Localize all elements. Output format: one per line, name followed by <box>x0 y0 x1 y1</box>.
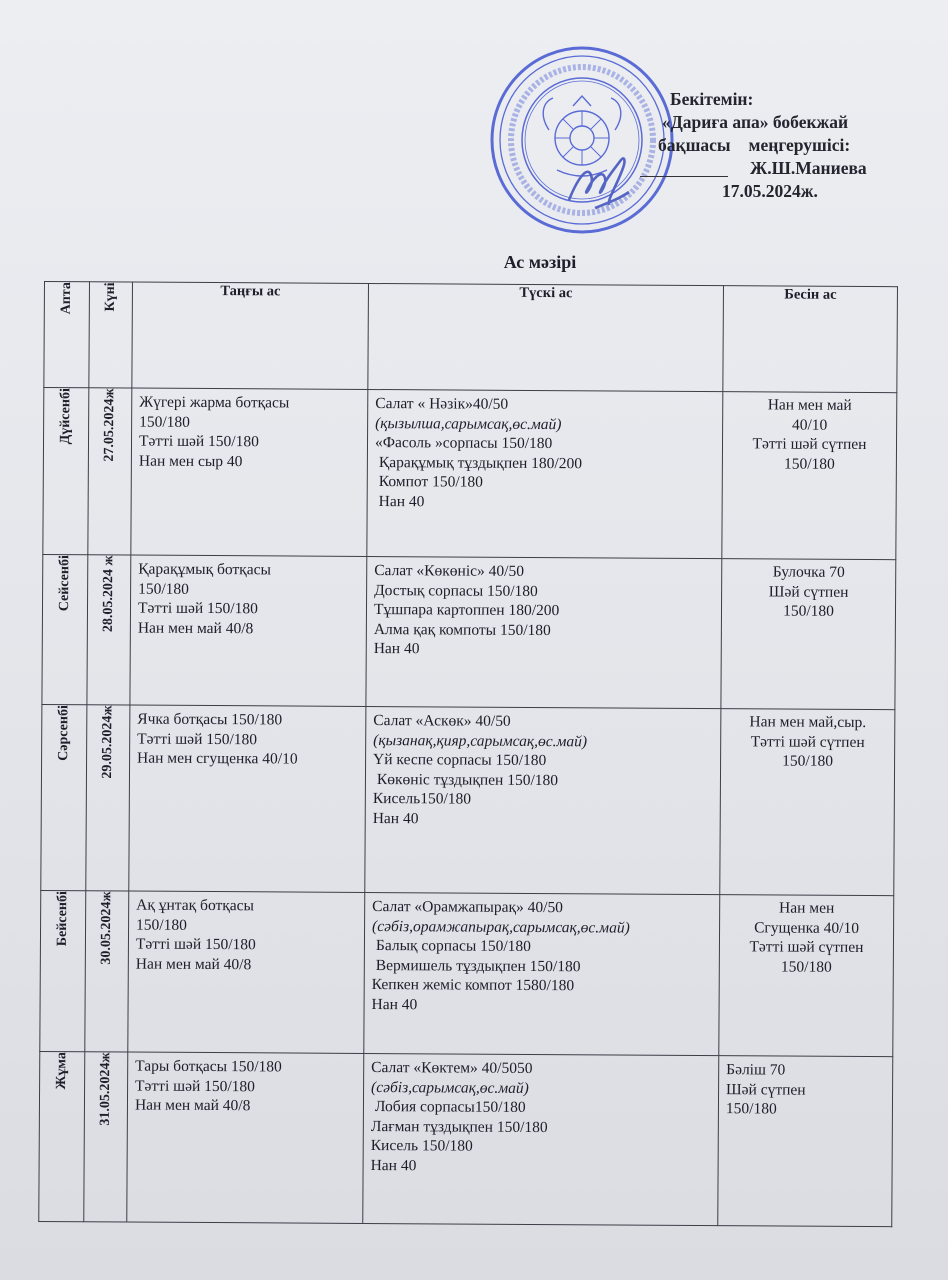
menu-item-line: Тәтті шәй 150/180 <box>135 1077 256 1095</box>
head-name: Ж.Ш.Маниева <box>750 158 867 178</box>
menu-item-line: Үй кеспе сорпасы 150/180 <box>373 751 547 770</box>
approval-date: 17.05.2024ж. <box>722 181 818 201</box>
date-cell: 29.05.2024ж <box>86 705 130 891</box>
menu-item-line: Тәтті шәй сүтпен <box>749 938 864 957</box>
table-row <box>41 704 895 895</box>
menu-item-line: 150/180 <box>725 1100 777 1118</box>
menu-item-line: 150/180 <box>138 580 189 598</box>
weekday-cell: Сәрсенбі <box>41 704 87 890</box>
menu-item-line: Тұшпара картоппен 180/200 <box>373 601 560 620</box>
menu-item-line: Нан мен <box>779 899 835 917</box>
date-cell: 27.05.2024ж <box>88 388 132 555</box>
menu-item-line: Ақ ұнтақ ботқасы <box>136 896 255 915</box>
menu-item-line: 150/180 <box>780 958 832 976</box>
menu-item-line: Нан 40 <box>371 995 418 1013</box>
approval-heading: Бекітемін: <box>670 89 754 109</box>
menu-item-line: Шәй сүтпен <box>726 1080 806 1099</box>
menu-item-line: Сгущенка 40/10 <box>754 918 860 937</box>
breakfast-cell <box>127 1052 364 1223</box>
menu-item-line: (сәбіз,сарымсақ,өс.май) <box>371 1078 529 1097</box>
menu-table <box>38 281 898 1227</box>
weekday-cell: Жұма <box>39 1051 85 1221</box>
breakfast-cell <box>128 891 365 1053</box>
menu-item-line: Қарақұмық ботқасы <box>138 560 271 579</box>
menu-item-line: Нан мен май 40/8 <box>135 955 252 973</box>
header-snack: Бесін ас <box>723 286 898 393</box>
menu-item-line: 150/180 <box>783 455 835 473</box>
header-day: Күні <box>89 282 133 388</box>
snack-cell <box>720 709 895 896</box>
menu-item-line: Салат « Нәзік»40/50 <box>375 395 509 413</box>
snack-cell <box>722 392 897 560</box>
table-row <box>43 388 897 560</box>
weekday-cell: Бейсенбі <box>40 890 86 1051</box>
breakfast-cell <box>129 705 366 892</box>
menu-item-line: Тәтті шәй сүтпен <box>752 435 867 454</box>
kindergarten-name: «Дариға апа» бобекжай <box>662 112 849 132</box>
menu-item-line: Қарақұмық тұздықпен 180/200 <box>378 453 583 472</box>
menu-item-line: Жүгері жарма ботқасы <box>139 393 290 412</box>
header-week: Апта <box>44 282 90 388</box>
menu-item-line: Тәтті шәй 150/180 <box>138 432 259 451</box>
menu-item-line: Көкөніс тұздықпен 150/180 <box>376 770 559 789</box>
signature-underline <box>640 176 728 177</box>
menu-item-line: Шәй сүтпен <box>768 582 849 601</box>
menu-item-line: 150/180 <box>782 752 834 770</box>
date-cell: 31.05.2024ж <box>84 1052 128 1222</box>
snack-cell <box>718 1056 893 1227</box>
menu-item-line: Нан 40 <box>373 640 420 658</box>
menu-item-line: Нан мен май 40/8 <box>134 1096 251 1115</box>
snack-cell <box>719 895 894 1057</box>
weekday-cell: Дүйсенбі <box>43 388 89 555</box>
menu-item-line: Кисель 150/180 <box>370 1137 473 1155</box>
table-row <box>42 554 896 709</box>
head-position: бақшасы меңгерушісі: <box>658 135 851 155</box>
snack-cell <box>721 559 896 710</box>
menu-item-line: (қызанақ,қияр,сарымсақ,өс.май) <box>373 731 588 750</box>
table-row <box>39 1051 893 1226</box>
menu-item-line: 150/180 <box>139 413 191 431</box>
menu-item-line: Салат «Көктем» 40/5050 <box>371 1059 533 1077</box>
lunch-cell <box>367 389 723 558</box>
menu-item-line: Тары ботқасы 150/180 <box>135 1057 282 1076</box>
menu-item-line: Бәліш 70 <box>726 1061 786 1079</box>
menu-item-line: Нан мен май <box>767 396 852 414</box>
menu-item-line: Нан 40 <box>372 809 419 827</box>
menu-item-line: Тәтті шәй 150/180 <box>135 935 256 954</box>
lunch-cell <box>363 1053 719 1225</box>
menu-item-line: Салат «Аскөк» 40/50 <box>373 712 511 730</box>
menu-item-line: 40/10 <box>791 416 828 434</box>
menu-item-line: Нан мен сыр 40 <box>138 452 243 470</box>
menu-item-line: Лобия сорпасы150/180 <box>374 1098 526 1116</box>
menu-item-line: Тәтті шәй 150/180 <box>137 730 258 748</box>
menu-item-line: 150/180 <box>783 602 834 620</box>
breakfast-cell <box>130 555 367 706</box>
menu-item-line: Салат «Орамжапырақ» 40/50 <box>372 898 564 917</box>
menu-item-line: Кисель150/180 <box>372 790 472 808</box>
menu-item-line: Нан 40 <box>370 1156 417 1174</box>
menu-item-line: Алма қақ компоты 150/180 <box>373 620 551 639</box>
weekday-cell: Сейсенбі <box>42 554 88 704</box>
page-title: Ас мәзірі <box>503 252 577 272</box>
date-cell: 30.05.2024ж <box>85 891 129 1052</box>
lunch-cell <box>365 706 721 894</box>
menu-item-line: Достық сорпасы 150/180 <box>374 581 538 600</box>
menu-item-line: Нан мен сгущенка 40/10 <box>137 749 298 768</box>
menu-item-line: Компот 150/180 <box>378 473 483 491</box>
head-signature-line <box>640 157 920 180</box>
lunch-cell <box>364 892 720 1055</box>
menu-item-line: Кепкен жеміс компот 1580/180 <box>371 976 575 995</box>
menu-item-line: Нан 40 <box>378 492 425 510</box>
menu-item-line: Нан мен май,сыр. <box>749 713 867 732</box>
header-breakfast: Таңғы ас <box>132 282 369 389</box>
menu-item-line: Вермишель тұздықпен 150/180 <box>375 956 581 975</box>
menu-item-line: Тәтті шәй 150/180 <box>137 599 258 618</box>
menu-item-line: Тәтті шәй сүтпен <box>750 732 865 751</box>
menu-item-line: Булочка 70 <box>772 563 845 581</box>
approval-block <box>640 88 920 203</box>
menu-item-line: (сәбіз,орамжапырақ,сарымсақ,өс.май) <box>372 917 630 937</box>
menu-item-line: Салат «Көкөніс» 40/50 <box>374 562 525 580</box>
menu-item-line: 150/180 <box>136 916 187 934</box>
table-row <box>40 890 894 1056</box>
header-row <box>44 282 898 393</box>
menu-item-line: Лағман тұздықпен 150/180 <box>370 1117 548 1136</box>
menu-item-line: «Фасоль »сорпасы 150/180 <box>374 434 553 453</box>
lunch-cell <box>366 556 722 708</box>
breakfast-cell <box>131 388 368 556</box>
date-cell: 28.05.2024 ж <box>87 555 131 705</box>
header-lunch: Түскі ас <box>368 283 724 391</box>
menu-item-line: Ячка ботқасы 150/180 <box>137 710 283 729</box>
menu-item-line: Балық сорпасы 150/180 <box>375 937 531 955</box>
menu-item-line: (қызылша,сарымсақ,өс.май) <box>375 414 562 433</box>
menu-item-line: Нан мен май 40/8 <box>137 619 254 637</box>
